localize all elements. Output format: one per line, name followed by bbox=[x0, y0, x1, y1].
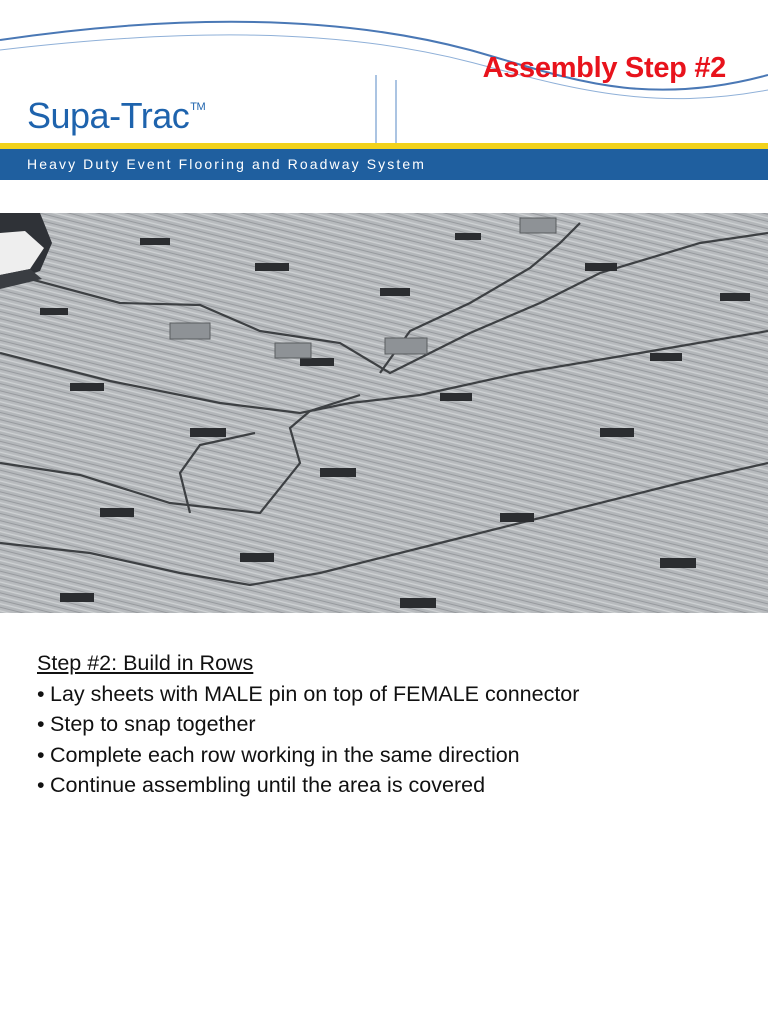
brand-name: Supa-Trac bbox=[27, 95, 190, 136]
step-heading: Step #2: Build in Rows bbox=[37, 651, 254, 675]
list-item bbox=[24, 770, 737, 801]
trademark-symbol: TM bbox=[190, 101, 206, 113]
instructions bbox=[37, 648, 737, 801]
list-item bbox=[24, 709, 737, 740]
list-item bbox=[24, 740, 737, 771]
slide-title: Assembly Step #2 bbox=[482, 52, 726, 84]
bullet-dot: • bbox=[37, 773, 45, 797]
bullet-list bbox=[37, 679, 737, 801]
list-item-text: Complete each row working in the same direction bbox=[50, 742, 520, 767]
brand-logo bbox=[27, 95, 205, 137]
tagline: Heavy Duty Event Flooring and Roadway System bbox=[27, 156, 426, 172]
bullet-dot: • bbox=[37, 712, 45, 736]
flooring-photo bbox=[0, 213, 768, 613]
list-item bbox=[24, 679, 737, 710]
list-item-text: Step to snap together bbox=[50, 712, 256, 736]
bullet-dot: • bbox=[37, 742, 45, 767]
bullet-dot: • bbox=[37, 681, 45, 706]
tagline-band bbox=[0, 149, 768, 180]
slide-header bbox=[0, 0, 768, 150]
list-item-text: Continue assembling until the area is covered bbox=[50, 773, 486, 797]
list-item-text: Lay sheets with MALE pin on top of FEMALE connector bbox=[50, 681, 580, 706]
